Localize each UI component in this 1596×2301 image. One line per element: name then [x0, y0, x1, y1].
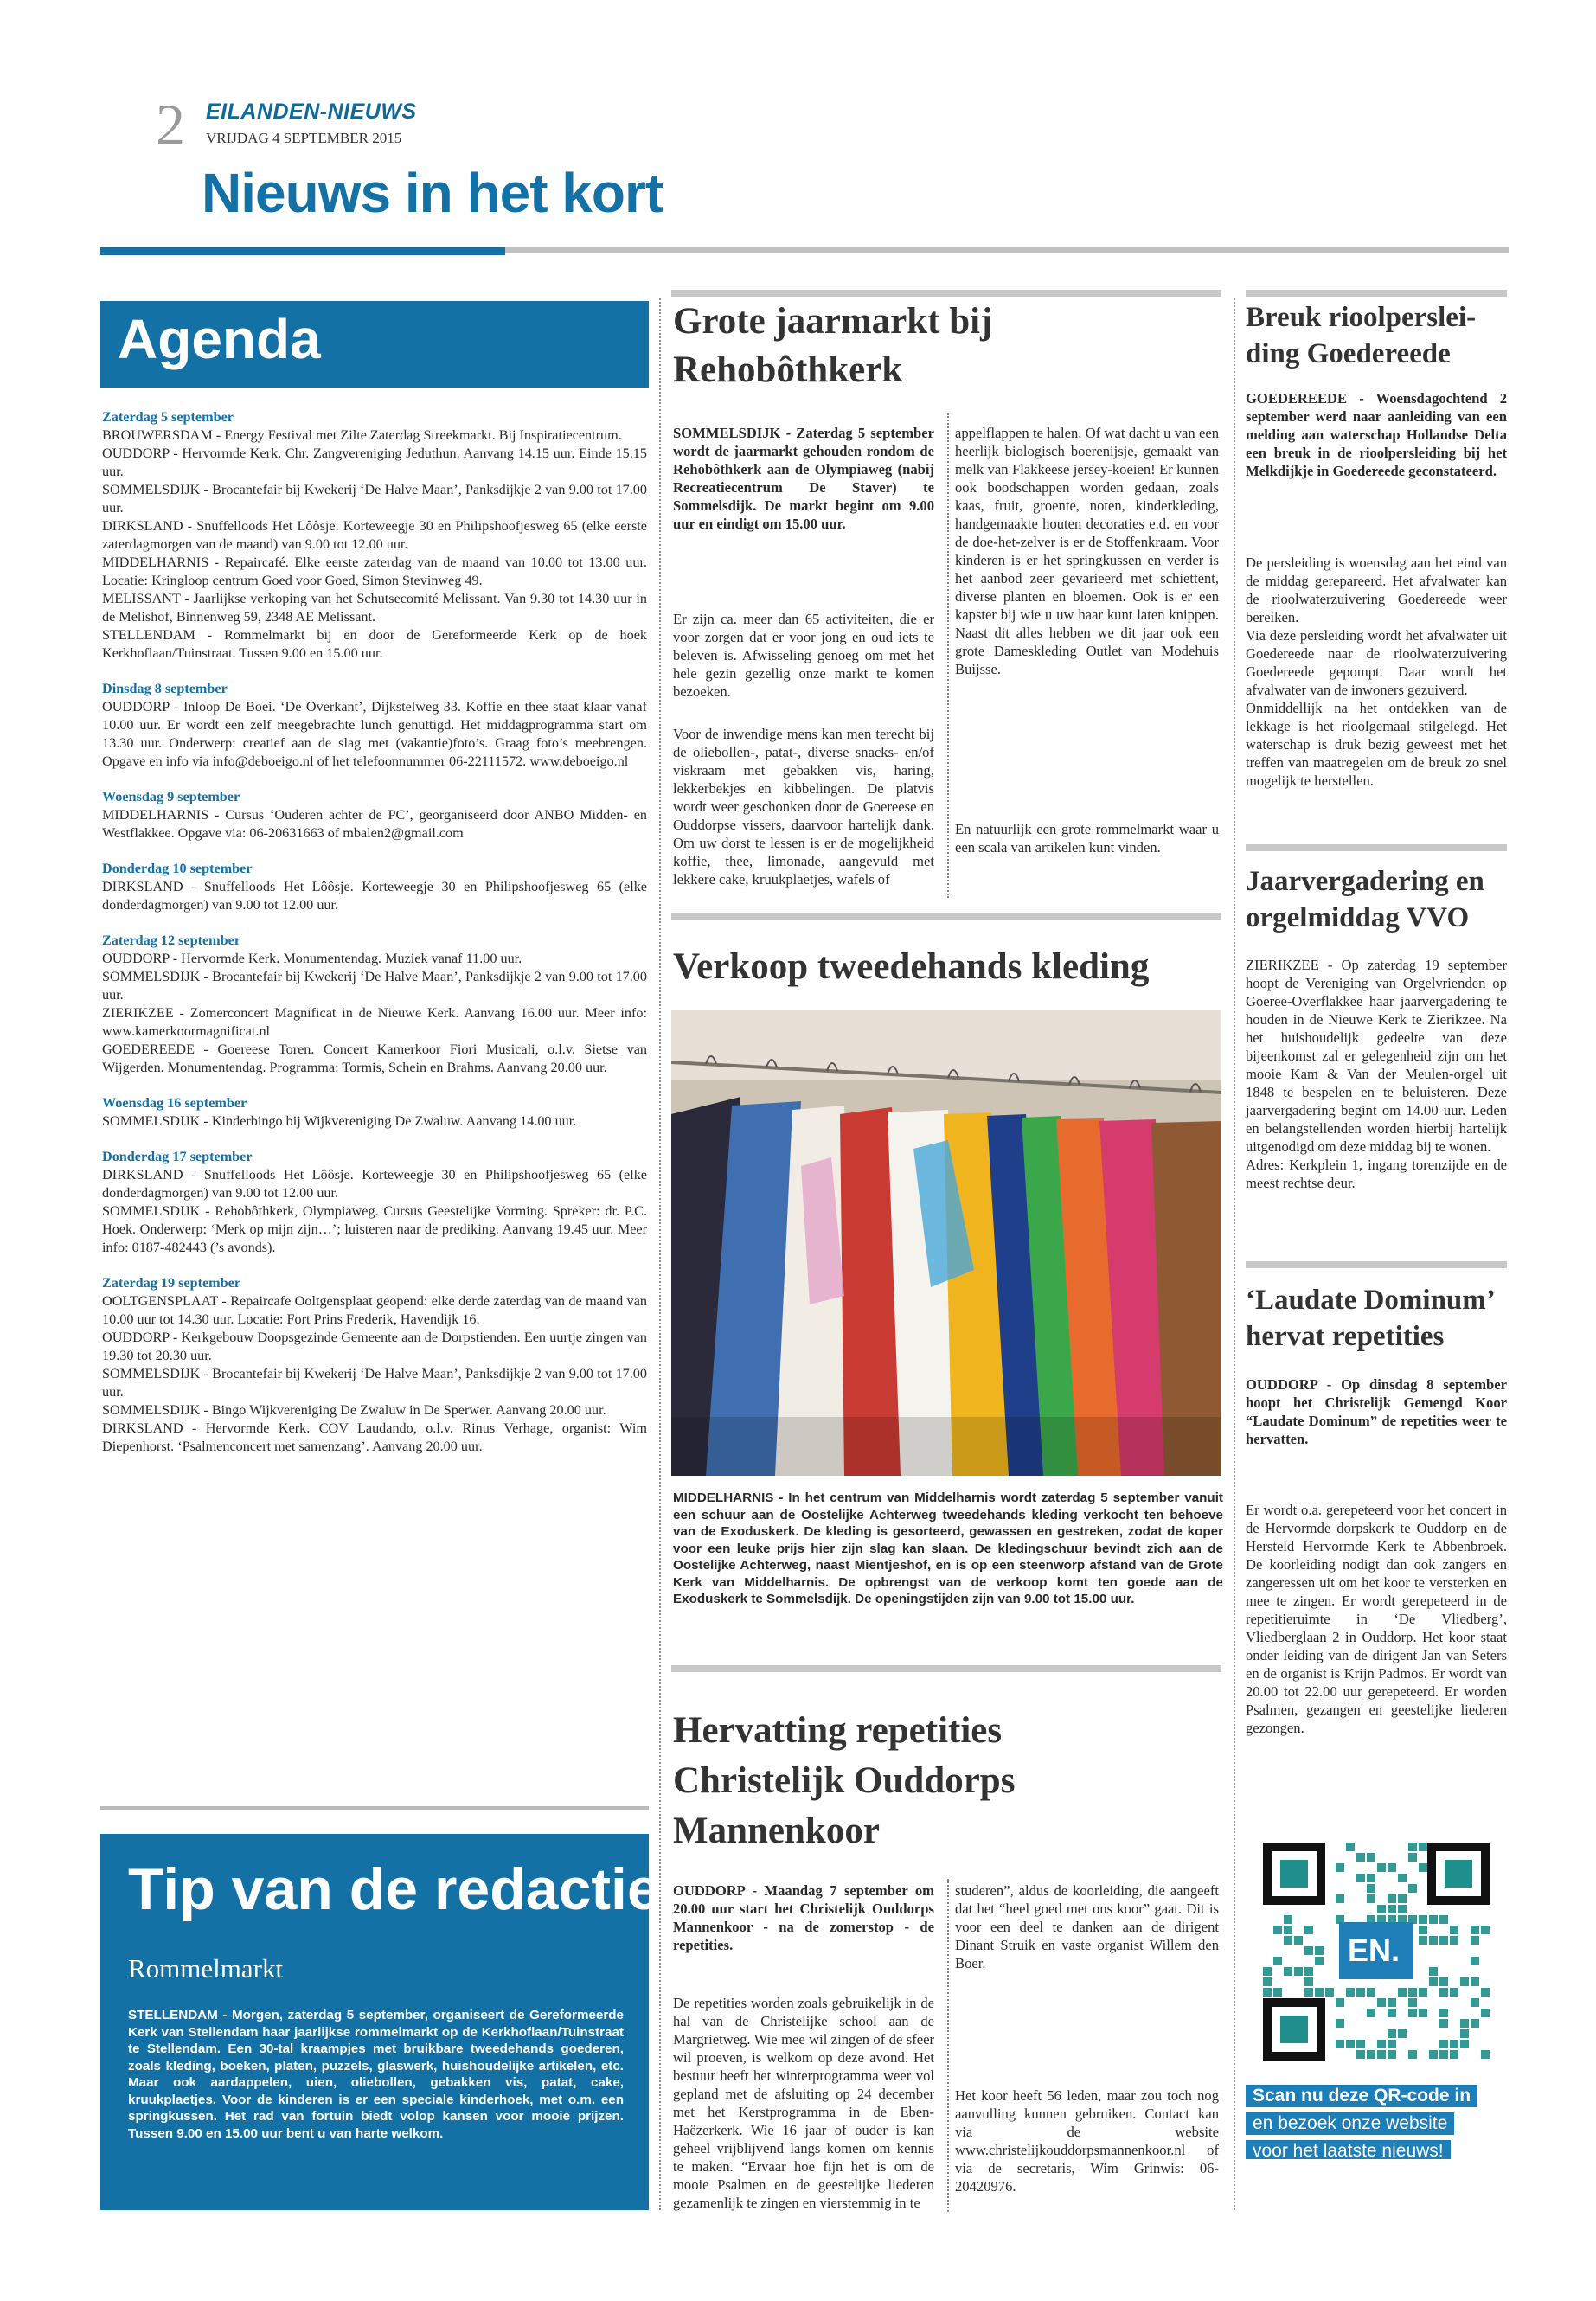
headline-line: Rehobôthkerk [673, 349, 903, 390]
caption-divider [671, 1665, 1221, 1672]
qr-module [1419, 1843, 1427, 1851]
agenda-item: GOEDEREEDE - Goereese Toren. Concert Kamerkoor Fiori Musicali, o.l.v. Sietse van Wijgerden. Monumentendag. Programma: Tormis, Schein en Brahms. Aanvang 20.00 uur. [102, 1042, 647, 1075]
column-divider [1234, 298, 1235, 2210]
qr-module [1294, 1936, 1303, 1945]
mannenkoor-paragraph-continued: studeren”, aldus de koorleiding, die aangeeft dat het “heel goed met ons koor” gaat. Dit is voor een deel te danken aan de dirigent Dinant Struik en vaste organist Willem den Boer. [955, 1882, 1219, 1971]
article-divider [1246, 844, 1507, 851]
qr-module [1450, 1988, 1458, 1997]
qr-module [1429, 2050, 1438, 2059]
qr-module [1408, 1998, 1417, 2007]
qr-module [1429, 1936, 1438, 1945]
agenda-item: OUDDORP - Inloop De Boei. ‘De Overkant’, Dijkstelweg 33. Koffie en thee staat klaar vanaf 10.00 uur. Er wordt een zelf meegebrachte lunch genuttigd. Het middagprogramma start om 13.30 uur. Onderwerp: creatief aan de slag met (vakantie)foto’s. Graag foto’s meebrengen. Opgave en info via info@deboeigo.nl of het telefoonnummer 06-22111572. www.deboeigo.nl [102, 699, 647, 769]
article-divider [1246, 1261, 1507, 1268]
qr-module [1471, 1936, 1479, 1945]
qr-advert[interactable] [1246, 1825, 1507, 2159]
agenda-item: MIDDELHARNIS - Cursus ‘Ouderen achter de PC’, georganiseerd door ANBO Midden- en Westflakkee. Opgave via: 06-20631663 of mbalen2@gmail.com [102, 807, 647, 841]
headline-line: Breuk rioolperslei- [1246, 302, 1477, 333]
qr-module [1367, 1853, 1375, 1862]
column-divider [947, 1879, 949, 2212]
masthead: EILANDEN-NIEUWS [206, 99, 417, 124]
headline-line: Christelijk Ouddorps [673, 1760, 1016, 1801]
qr-module [1439, 2050, 1448, 2059]
qr-module [1439, 1936, 1448, 1945]
qr-module [1388, 1894, 1396, 1903]
qr-module [1419, 1926, 1427, 1934]
qr-module [1419, 2009, 1427, 2017]
qr-module [1304, 1988, 1313, 1997]
agenda-day-heading: Zaterdag 19 september [102, 1275, 241, 1291]
jaarmarkt-paragraph: En natuurlijk een grote rommelmarkt waar u een scala van artikelen kunt vinden. [955, 821, 1219, 856]
qr-module [1377, 2040, 1386, 2048]
vvo-body: ZIERIKZEE - Op zaterdag 19 september hoopt de Vereniging van Orgelvrienden op Goeree-Overflakkee haar jaarvergadering te houden in de Nieuwe Kerk te Zierikzee. Na het huishoudelijk gedeelte van deze bijeenkomst zal er gelegenheid zijn om het mooie Kam & Van der Meulen-orgel uit 1848 te bespelen en te beluisteren. Deze jaarvergadering begint om 14.00 uur. Leden en belangstellenden worden hierbij hartelijk uitgenodigd om deze middag bij te wonen. Adres: Kerkplein 1, ingang torenzijde en de meest rechtse deur. [1246, 957, 1507, 1191]
tip-subtitle: Rommelmarkt [128, 1953, 284, 1984]
article-top-rule [671, 913, 1221, 920]
qr-module [1408, 1843, 1417, 1851]
qr-module [1471, 1926, 1479, 1934]
qr-module [1304, 1926, 1313, 1934]
qr-module [1460, 2019, 1469, 2028]
qr-module [1450, 1926, 1458, 1934]
qr-module [1481, 2009, 1490, 2017]
agenda-item: STELLENDAM - Rommelmarkt bij en door de Gereformeerde Kerk op de hoek Kerkhoflaan/Tuinstraat. Tussen 9.00 en 15.00 uur. [102, 627, 647, 661]
headline-line: hervat repetities [1246, 1321, 1445, 1352]
headline-line: Mannenkoor [673, 1811, 880, 1851]
qr-module [1367, 1988, 1375, 1997]
agenda-item: OUDDORP - Hervormde Kerk. Monumentendag. Muziek vanaf 11.00 uur. [102, 951, 522, 966]
headline-line: orgelmiddag VVO [1246, 902, 1470, 933]
qr-module [1439, 2040, 1448, 2048]
agenda-day-heading: Zaterdag 5 september [102, 409, 234, 425]
qr-module [1367, 2050, 1375, 2059]
qr-module [1304, 1946, 1313, 1955]
qr-module [1450, 2050, 1458, 2059]
qr-module [1388, 1905, 1396, 1913]
qr-module [1315, 1988, 1324, 1997]
qr-module [1408, 1853, 1417, 1862]
qr-module [1460, 1977, 1469, 1986]
agenda-item: SOMMELSDIJK - Brocantefair bij Kwekerij ‘De Halve Maan’, Panksdijkje 2 van 9.00 tot 17.00 uur. [102, 482, 647, 516]
agenda-item: SOMMELSDIJK - Bingo Wijkvereniging De Zwaluw in De Sperwer. Aanvang 20.00 uur. [102, 1402, 606, 1418]
qr-module [1481, 1926, 1490, 1934]
qr-module [1388, 2009, 1396, 2017]
qr-module [1263, 1977, 1272, 1986]
vvo-headline [1246, 863, 1484, 936]
qr-module [1356, 1988, 1365, 1997]
qr-module [1481, 2050, 1490, 2059]
qr-module [1273, 1957, 1282, 1965]
agenda-item: SOMMELSDIJK - Brocantefair bij Kwekerij ‘De Halve Maan’, Panksdijkje 2 van 9.00 tot 17.00 uur. [102, 1366, 647, 1400]
agenda-item: MELISSANT - Jaarlijkse verkoping van het Schutsecomité Melissant. Van 9.30 tot 14.30 uur in de Melishof, Binnenweg 59, 2348 AE Melissant. [102, 591, 647, 625]
qr-module [1471, 2019, 1479, 2028]
qr-module [1336, 2040, 1344, 2048]
column-divider [659, 298, 661, 2210]
qr-module [1398, 1874, 1407, 1882]
qr-module [1419, 1915, 1427, 1924]
agenda-item: SOMMELSDIJK - Kinderbingo bij Wijkvereniging De Zwaluw. Aanvang 14.00 uur. [102, 1113, 577, 1129]
jaarmarkt-paragraph: Voor de inwendige mens kan men terecht bij de oliebollen-, patat-, diverse snacks- en/of viskraam met gebakken vis, haring, lekkerbekjes en kibbelingen. De platvis wordt weer geschonken door de Goereese en Ouddorpse vissers, daarvoor hartelijk dank. Om uw dorst te lessen is er de mogelijkheid koffie, thee, limonade, aangevuld met lekkere cake, kruukplaetjes, wafels of [673, 726, 934, 888]
agenda-item: ZIERIKZEE - Zomerconcert Magnificat in de Nieuwe Kerk. Aanvang 16.00 uur. Meer info: www.kamerkoormagnificat.nl [102, 1005, 647, 1039]
qr-module [1460, 2029, 1469, 2038]
qr-module [1408, 2009, 1417, 2017]
qr-text-line: en bezoek onze website [1246, 2112, 1454, 2135]
qr-module [1346, 2040, 1355, 2048]
section-rule-blue [100, 247, 505, 255]
mannenkoor-paragraph: De repetities worden zoals gebruikelijk in de hal van de Christelijke school aan de Margrietweg. Wie mee wil zingen of de sfeer wil proeven, is welkom op deze avond. Het bestuur heeft het winterprogramma weer vol gepland met de afsluiting op 24 december met het Kerstprogramma in de Eben-Haëzerkerk. Wie 16 jaar of ouder is kan geheel vrijblijvend langs komen om kennis te maken. “Ervaar hoe fijn het is om de mooie Psalmen en de geestelijke liederen gezamenlijk te zingen en vierstemmig in te [673, 1995, 934, 2211]
qr-module [1273, 1926, 1282, 1934]
photo-caption: MIDDELHARNIS - In het centrum van Middelharnis wordt zaterdag 5 september vanuit een schuur aan de Oostelijke Achterweg tweedehands kleding verkocht ten behoeve van de Exoduskerk. De kleding is gesorteerd, gewassen en gestreken, zodat de koper voor een leuke prijs hier zijn slag kan slaan. De kledingschuur bevindt zich aan de Oostelijke Achterweg, naast Mientjeshof, en is op een steenworp afstand van de Grote Kerk van Middelharnis. De opbrengst van de verkoop komt ten goede aan de Exoduskerk te Sommelsdijk. De openingstijden zijn van 9.00 tot 15.00 uur. [673, 1490, 1223, 1606]
qr-module [1356, 1853, 1365, 1862]
agenda-item: OOLTGENSPLAAT - Repaircafe Ooltgensplaat geopend: elke derde zaterdag van de maand van 10.00 uur tot 14.30 uur. Locatie: Fort Prins Frederik, Havendijk 16. [102, 1293, 647, 1327]
qr-module [1367, 1874, 1375, 1882]
riool-headline [1246, 299, 1476, 372]
qr-module [1304, 1977, 1313, 1986]
qr-module [1408, 1988, 1417, 1997]
qr-module [1367, 1884, 1375, 1893]
qr-module [1419, 1988, 1427, 1997]
qr-module [1346, 1988, 1355, 1997]
agenda-item: SOMMELSDIJK - Rehobôthkerk, Olympiaweg. Cursus Geestelijke Vorming. Spreker: dr. P.C. Hoek. Onderwerp: ‘Merk op mijn zijn…’; luisteren naar de prediking. Aanvang 19.45 uur. Meer info: 0187-482443 (’s avonds). [102, 1203, 647, 1255]
qr-module [1273, 1988, 1282, 1997]
qr-module [1263, 1967, 1272, 1976]
qr-module [1336, 1863, 1344, 1872]
qr-module [1304, 1967, 1313, 1976]
qr-module [1325, 1988, 1334, 1997]
qr-text-line: Scan nu deze QR-code in [1246, 2085, 1477, 2107]
jaarmarkt-headline [673, 298, 992, 394]
qr-module [1398, 1905, 1407, 1913]
qr-module [1471, 1957, 1479, 1965]
qr-module [1263, 1988, 1272, 1997]
headline-line: ‘Laudate Dominum’ [1246, 1285, 1496, 1316]
qr-module [1398, 2029, 1407, 2038]
qr-module [1419, 1936, 1427, 1945]
qr-module [1439, 1988, 1448, 1997]
qr-module [1336, 1894, 1344, 1903]
qr-module [1419, 1863, 1427, 1872]
qr-module [1284, 1967, 1292, 1976]
agenda-item: OUDDORP - Hervormde Kerk. Chr. Zangvereniging Jeduthun. Aanvang 14.15 uur. Einde 15.15 uur. [102, 445, 647, 479]
laudate-headline [1246, 1282, 1496, 1355]
qr-module [1471, 1977, 1479, 1986]
qr-module [1450, 2040, 1458, 2048]
mannenkoor-paragraph: Het koor heeft 56 leden, maar zou toch nog aanvulling kunnen gebruiken. Contact kan via de website www.christelijkouddorpsmannenkoor.nl of via de secretaris, Wim Grinwis: 06-20420976. [955, 2087, 1219, 2195]
qr-module [1367, 1894, 1375, 1903]
qr-module [1336, 2019, 1344, 2028]
riool-body: De persleiding is woensdag aan het eind van de middag gerepareerd. Het afvalwater kan de rioolwaterzuivering Goedereede weer bereiken. Via deze persleiding wordt het afvalwater uit Goedereede naar de rioolwaterzuivering Goedereede gepompt. Daar wordt het afvalwater van de inwoners gezuiverd. Onmiddellijk na het ontdekken van de lekkage is het rioolgemaal stilgelegd. Het waterschap is druk bezig geweest met het treffen van maatregelen om de breuk zo snel mogelijk te herstellen. [1246, 554, 1507, 789]
laudate-body: Er wordt o.a. gerepeteerd voor het concert in de Hervormde dorpskerk te Ouddorp en de Hersteld Hervormde Kerk te Abbenbroek. De koorleiding nodigt dan ook zangers en zangeressen uit om het koor te versterken en mee te zingen. Er wordt gerepeteerd in de repetitieruimte in ‘De Vliedberg’, Vliedberglaan 2 in Ouddorp. Het koor staat onder leiding van de dirigent Jan van Seters en de organist is Krijn Padmos. Er wordt van 20.00 tot 22.00 uur gerepeteerd. Er worden Psalmen, gezangen en geestelijke liederen gezongen. [1246, 1502, 1507, 1736]
agenda-day-heading: Donderdag 10 september [102, 861, 253, 876]
agenda-item: DIRKSLAND - Snuffelloods Het Lôôsje. Korteweegje 30 en Philipshoofjesweg 65 (elke donderdagmorgen) van 9.00 tot 12.00 uur. [102, 879, 647, 913]
qr-module [1356, 1874, 1365, 1882]
qr-module [1439, 2009, 1448, 2017]
qr-module [1377, 1998, 1386, 2007]
qr-module [1367, 2009, 1375, 2017]
qr-module [1429, 1967, 1438, 1976]
clothing-rack-photo [671, 1010, 1221, 1476]
jaarmarkt-paragraph: Er zijn ca. meer dan 65 activiteiten, die er voor zorgen dat er voor jong en oud iets te beleven is. Afwisseling genoeg om met het hele gezin gezellig onze markt te komen bezoeken. [673, 611, 934, 700]
jaarmarkt-lead: SOMMELSDIJK - Zaterdag 5 september wordt de jaarmarkt gehouden rondom de Rehobôthkerk aan de Olympiaweg (nabij Recreatiecentrum De Staver) te Sommelsdijk. De markt begint om 9.00 uur en eindigt om 15.00 uur. [673, 425, 934, 532]
agenda-list [102, 408, 647, 1456]
agenda-title: Agenda [118, 308, 321, 370]
qr-module [1294, 1967, 1303, 1976]
qr-module [1429, 1915, 1438, 1924]
qr-module [1460, 2040, 1469, 2048]
tip-title: Tip van de redactie [128, 1856, 660, 1922]
qr-module [1481, 1988, 1490, 1997]
qr-module [1377, 1863, 1386, 1872]
article-top-rule [671, 290, 1221, 297]
headline-line: ding Goedereede [1246, 338, 1451, 369]
agenda-item: BROUWERSDAM - Energy Festival met Zilte Zaterdag Streekmarkt. Bij Inspiratiecentrum. [102, 427, 622, 443]
agenda-day-heading: Zaterdag 12 september [102, 933, 241, 948]
tip-body: STELLENDAM - Morgen, zaterdag 5 september, organiseert de Gereformeerde Kerk van Stellendam haar jaarlijkse rommelmarkt op de Kerkhoflaan/Tuinstraat te Stellendam. Een 30-tal kraampjes met bruikbare tweedehands goederen, zoals kleding, boeken, platen, puzzels, glaswerk, huishoudelijke artikelen, etc. Maar ook aardappelen, uien, oliebollen, gebakken vis, patat, cake, kruukplaetjes. Voor de kinderen is er een speciale kinderhoek, met o.m. een springkussen. Het rad van fortuin biedt volop kansen voor mooie prijzen. Tussen 9.00 en 15.00 uur bent u van harte welkom. [128, 2008, 624, 2141]
qr-module [1388, 2029, 1396, 2038]
qr-module [1315, 1957, 1324, 1965]
column-divider [947, 413, 949, 898]
page-number: 2 [156, 92, 185, 157]
qr-module [1388, 2040, 1396, 2048]
laudate-lead: OUDDORP - Op dinsdag 8 september hoopt het Christelijk Gemengd Koor “Laudate Dominum” de repetities weer te hervatten. [1246, 1376, 1507, 1447]
qr-module [1439, 2019, 1448, 2028]
agenda-item: DIRKSLAND - Snuffelloods Het Lôôsje. Korteweegje 30 en Philipshoofjesweg 65 (elke eerste zaterdagmorgen van de maand) van 9.00 tot 12.00 uur. [102, 518, 647, 552]
qr-module [1471, 1998, 1479, 2007]
qr-module [1398, 1894, 1407, 1903]
page-date: VRIJDAG 4 SEPTEMBER 2015 [206, 130, 402, 146]
qr-logo: EN. [1348, 1932, 1401, 1968]
qr-module [1398, 1988, 1407, 1997]
mannenkoor-lead: OUDDORP - Maandag 7 september om 20.00 uur start het Christelijk Ouddorps Mannenkoor - na de zomerstop - de repetities. [673, 1882, 934, 1953]
qr-module [1388, 1998, 1396, 2007]
qr-module [1377, 1905, 1386, 1913]
qr-module [1356, 2050, 1365, 2059]
agenda-item: DIRKSLAND - Snuffelloods Het Lôôsje. Korteweegje 30 en Philipshoofjesweg 65 (elke donderdagmorgen) van 9.00 tot 12.00 uur. [102, 1167, 647, 1201]
qr-module [1377, 2050, 1386, 2059]
riool-lead: GOEDEREEDE - Woensdagochtend 2 september werd naar aanleiding van een melding aan waterschap Hollandse Delta een breuk in de rioolpersleiding bij het Melkdijkje in Goedereede geconstateerd. [1246, 390, 1507, 479]
qr-text-line: voor het laatste nieuws! [1246, 2140, 1451, 2159]
qr-module [1315, 1946, 1324, 1955]
qr-module [1450, 1936, 1458, 1945]
headline-line: Jaarvergadering en [1246, 866, 1484, 897]
agenda-day-heading: Donderdag 17 september [102, 1149, 253, 1164]
agenda-item: DIRKSLAND - Hervormde Kerk. COV Laudando, o.l.v. Rinus Verhage, organist: Wim Diepenhorst. ‘Psalmenconcert met samenzang’. Aanvang 20.00 uur. [102, 1420, 647, 1454]
jaarmarkt-paragraph-continued: appelflappen te halen. Of wat dacht u van een heerlijk biologisch boerenijsje, gemaakt van melk van Flakkeese jersey-koeien! Er kunnen ook boodschappen worden gedaan, zoals kaas, fruit, groente, noten, kinderkleding, handgemaakte houten decoraties e.d. en voor de doe-het-zelver is er de Stoffenkraam. Voor kinderen is er het springkussen en verder is het aanbod zeer gevarieerd met schiettent, diverse planten en bloemen. Ook is er een kapster bij wie u uw haar kunt laten knippen. Naast dit alles hebben we dit jaar ook een grote Dameskleding Outlet van Modehuis Buijsse. [955, 425, 1219, 677]
agenda-day-heading: Dinsdag 8 september [102, 681, 228, 696]
headline-line: Hervatting repetities [673, 1710, 1003, 1751]
agenda-divider [100, 1806, 649, 1810]
qr-module [1284, 1926, 1292, 1934]
agenda-item: SOMMELSDIJK - Brocantefair bij Kwekerij ‘De Halve Maan’, Panksdijkje 2 van 9.00 tot 17.00 uur. [102, 969, 647, 1003]
qr-module [1429, 1977, 1438, 1986]
section-title: Nieuws in het kort [202, 162, 663, 224]
article-top-rule [1246, 290, 1507, 297]
qr-module [1336, 1998, 1344, 2007]
qr-call-to-action [1246, 2085, 1477, 2159]
clothing-rack-image [671, 1010, 1221, 1476]
mannenkoor-headline [673, 1706, 1015, 1856]
qr-module [1388, 1863, 1396, 1872]
agenda-item: OUDDORP - Kerkgebouw Doopsgezinde Gemeente aan de Dorpstienden. Een uurtje zingen van 19.30 tot 20.30 uur. [102, 1330, 647, 1363]
agenda-day-heading: Woensdag 16 september [102, 1095, 247, 1111]
agenda-item: MIDDELHARNIS - Repaircafé. Elke eerste zaterdag van de maand van 10.00 tot 13.00 uur. Locatie: Kringloop centrum Goed voor Goed, Simon Stevinweg 49. [102, 554, 647, 588]
qr-module [1284, 1936, 1292, 1945]
agenda-day-heading: Woensdag 9 september [102, 789, 240, 804]
qr-module [1439, 1915, 1448, 1924]
qr-module [1346, 1843, 1355, 1851]
qr-module [1408, 2050, 1417, 2059]
qr-module [1356, 2040, 1365, 2048]
qr-module [1439, 1977, 1448, 1986]
qr-module [1408, 1884, 1417, 1893]
kleding-headline: Verkoop tweedehands kleding [673, 946, 1150, 987]
section-rule-gray [505, 247, 1509, 253]
qr-module [1284, 1915, 1292, 1924]
headline-line: Grote jaarmarkt bij [673, 301, 993, 342]
qr-module [1388, 2050, 1396, 2059]
